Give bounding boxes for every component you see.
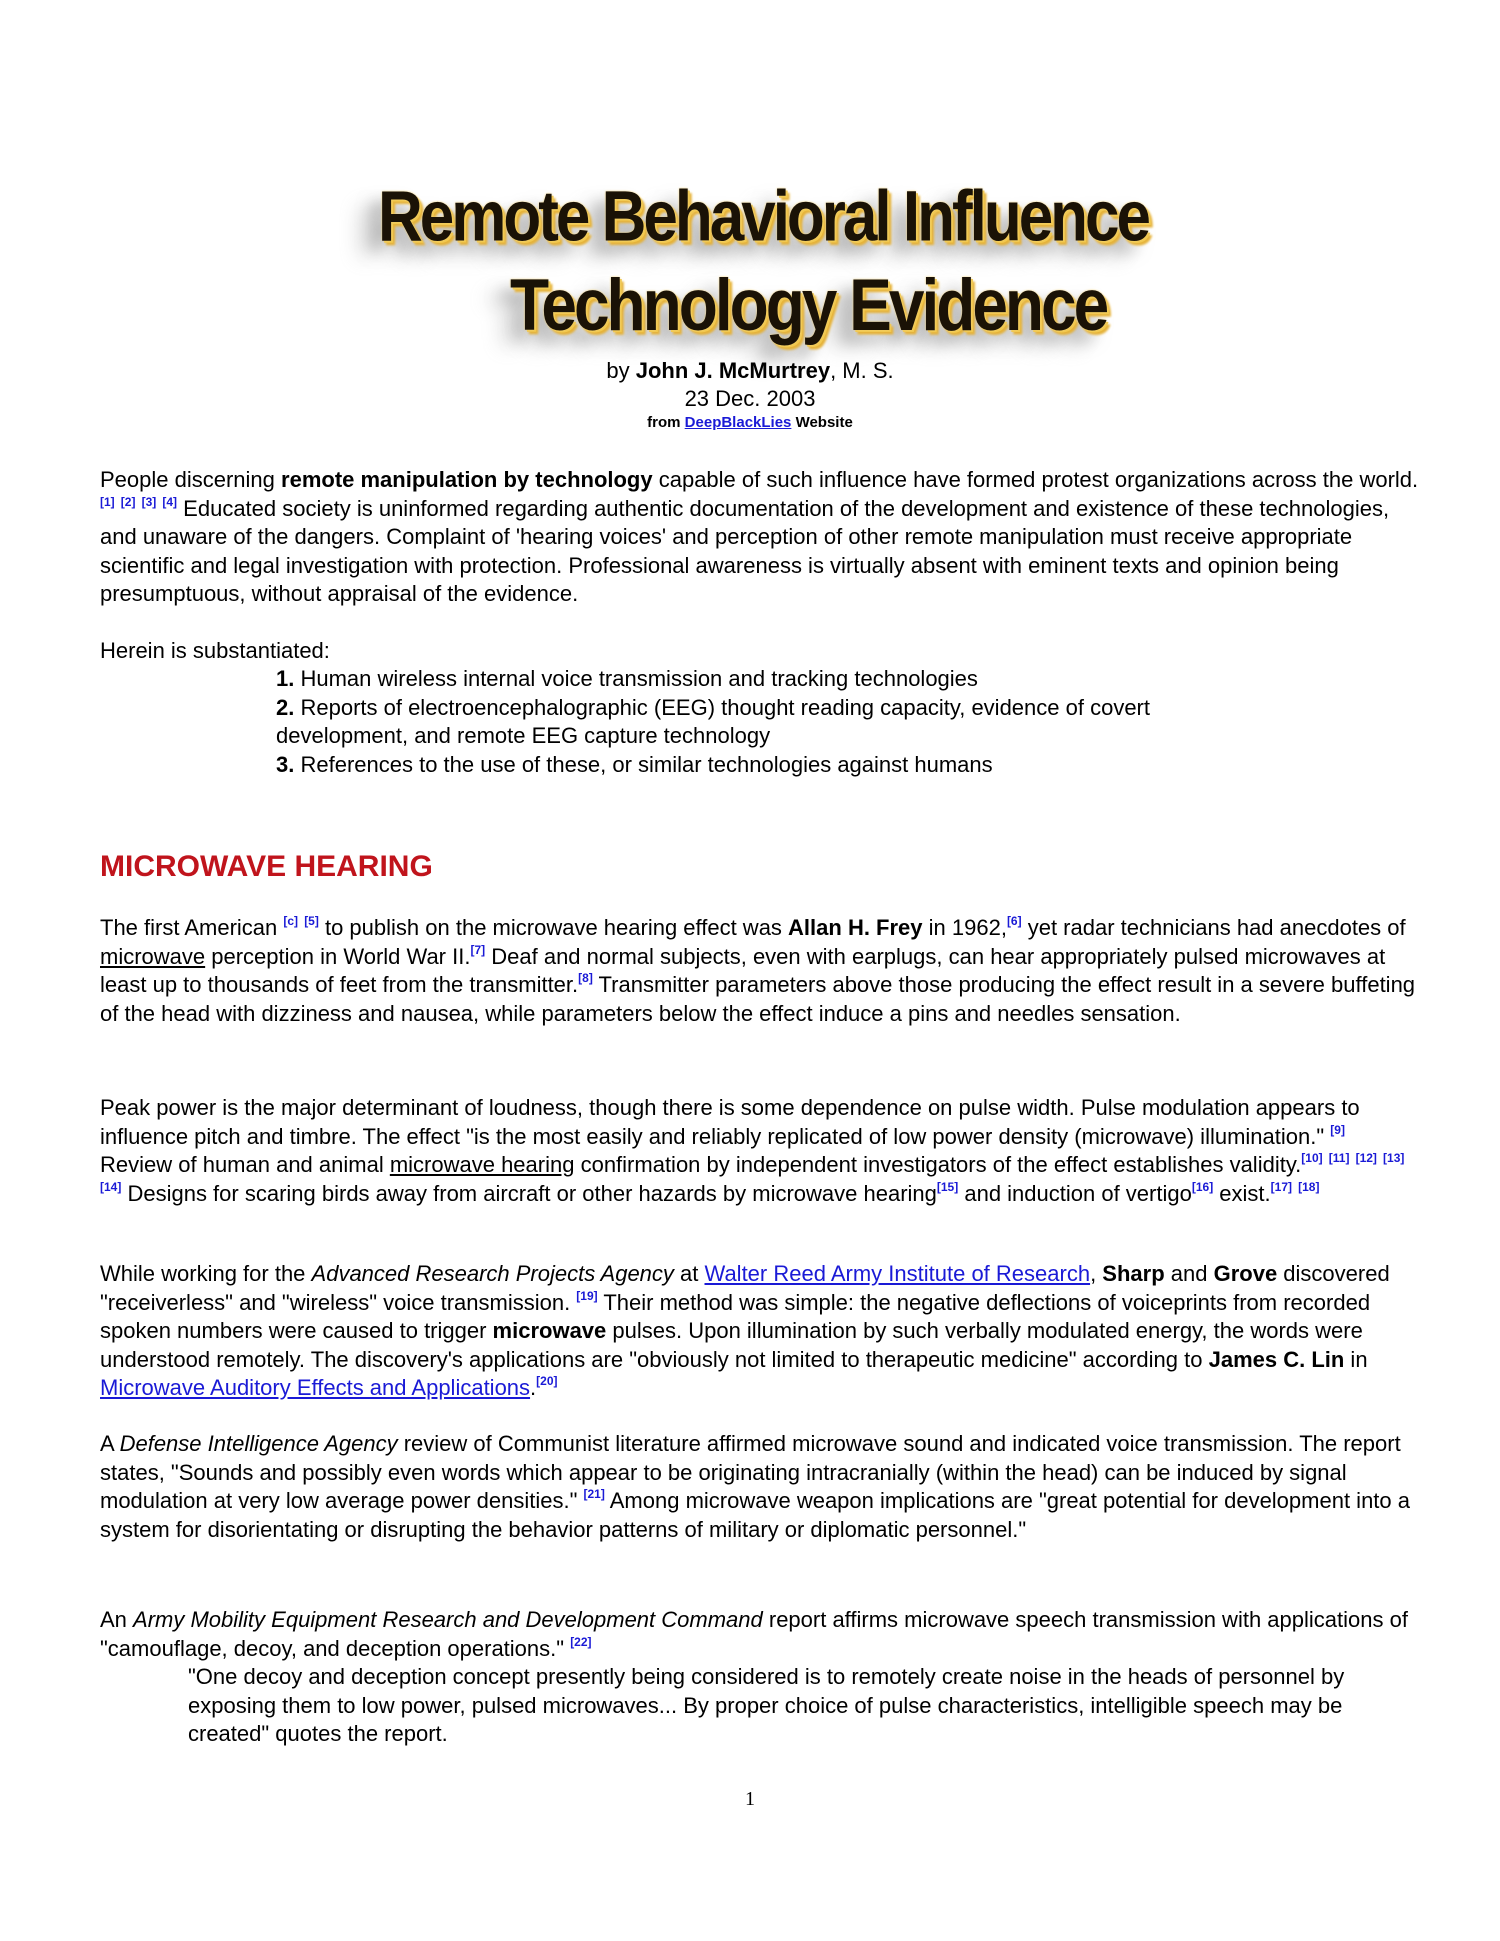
paragraph-dia: A Defense Intelligence Agency review of Communist literature affirmed microwave sound and indicated voice transmission. The report states, "Sounds and possibly even words which appear to be originating intracranially (within the head) can be induced by signal modulation at very low average power densities." [21] Among microwave weapon implications are "great potential for development into a system for disorientating or disrupting the behavior patterns of military or diplomatic personnel." <box>100 1431 1410 1542</box>
footnote-ref[interactable]: [17] <box>1270 1179 1292 1194</box>
footnote-ref[interactable]: [22] <box>570 1634 592 1649</box>
footnote-ref[interactable]: [5] <box>304 914 319 928</box>
footnote-ref[interactable]: [7] <box>470 942 486 957</box>
paragraph-sharp-grove: While working for the Advanced Research Projects Agency at Walter Reed Army Institute of Research, Sharp and Grove discovered "receiverless" and "wireless" voice transmission. [19] Their method was simple: the negative deflections of voiceprints from recorded spoken numbers were caused to trigger microwave pulses. Upon illumination by such verbally modulated energy, the words were understood remotely. The discovery's applications are "obviously not limited to therapeutic medicine" according to James C. Lin in Microwave Auditory Effects and Applications.[20] <box>100 1261 1390 1400</box>
footnote-ref[interactable]: [8] <box>578 971 593 985</box>
footnote-ref[interactable]: [9] <box>1330 1122 1345 1137</box>
source-link[interactable]: DeepBlackLies <box>684 414 792 431</box>
byline-prefix: by <box>606 358 636 383</box>
source-suffix: Website <box>791 414 853 431</box>
title-line-2: Technology Evidence <box>510 263 1107 346</box>
intro-paragraph: People discerning remote manipulation by technology capable of such influence have formed protest organizations across the world.[1] [2] [3] [4] Educated society is uninformed regarding authentic documentation of the development and existence of these technologies, and unaware of the dangers. Complaint of 'hearing voices' and perception of other remote manipulation must receive appropriate scientific and legal investigation with protection. Professional awareness is virtually absent with eminent texts and opinion being presumptuous, without appraisal of the evidence. <box>100 467 1419 606</box>
list-item: 3. References to the use of these, or similar technologies against humans <box>276 751 993 777</box>
page-number: 1 <box>745 1788 755 1810</box>
byline-source <box>0 414 1500 431</box>
paragraph-peak-power: Peak power is the major determinant of loudness, though there is some dependence on pulse width. Pulse modulation appears to influence pitch and timbre. The effect "is the most easily and reliably replicated of low power density (microwave) illumination." [9] Review of human and animal microwave hearing confirmation by independent investigators of the effect establishes validity.[10] [11] [12] [13] [14] Designs for scaring birds away from aircraft or other hazards by microwave hearing[15] and induction of vertigo[16] exist.[17] [18] <box>100 1095 1405 1206</box>
source-prefix: from <box>647 414 685 431</box>
author-name: John J. McMurtrey <box>635 358 831 383</box>
footnote-ref[interactable]: [3] <box>141 494 157 509</box>
byline-suffix: , M. S. <box>830 358 894 383</box>
intro-bold-phrase: remote manipulation by technology <box>281 467 653 492</box>
title-line-1: Remote Behavioral Influence <box>378 177 1149 257</box>
title-banner-image <box>330 170 1190 360</box>
footnote-ref[interactable]: [16] <box>1191 1179 1214 1194</box>
paragraph-army: An Army Mobility Equipment Research and Development Command report affirms microwave speech transmission with applications of "camouflage, decoy, and deception operations." [22] <box>100 1607 1408 1661</box>
footnote-ref[interactable]: [2] <box>120 494 136 509</box>
footnote-ref[interactable]: [19] <box>576 1288 598 1303</box>
footnote-ref[interactable]: [11] <box>1328 1151 1350 1165</box>
footnote-ref[interactable]: [6] <box>1006 914 1022 928</box>
footnote-ref[interactable]: [15] <box>936 1179 959 1194</box>
footnote-ref[interactable]: [20] <box>536 1374 558 1388</box>
walter-reed-link[interactable]: Walter Reed Army Institute of Research <box>704 1261 1091 1286</box>
footnote-ref[interactable]: [13] <box>1383 1151 1405 1165</box>
byline-date: 23 Dec. 2003 <box>684 386 816 411</box>
footnote-ref[interactable]: [14] <box>100 1179 122 1194</box>
block-quote: "One decoy and deception concept presently being considered is to remotely create noise in the heads of personnel by exposing them to low power, pulsed microwaves... By proper choice of pulse characteristics, intelligible speech may be created" quotes the report. <box>188 1664 1345 1746</box>
footnote-ref[interactable]: [12] <box>1355 1151 1377 1165</box>
footnote-ref[interactable]: [4] <box>162 494 178 509</box>
section-heading: MICROWAVE HEARING <box>100 850 433 883</box>
footnote-ref[interactable]: [1] <box>100 494 115 509</box>
microwave-auditory-link[interactable]: Microwave Auditory Effects and Applications <box>100 1375 531 1400</box>
footnote-ref[interactable]: [c] <box>283 914 299 928</box>
footnote-ref[interactable]: [18] <box>1298 1179 1320 1194</box>
herein-label: Herein is substantiated: <box>100 638 330 663</box>
footnote-ref[interactable]: [10] <box>1301 1151 1323 1165</box>
footnote-ref[interactable]: [21] <box>583 1487 605 1501</box>
list-item: 2. Reports of electroencephalographic (EEG) thought reading capacity, evidence of covert development, and remote EEG capture technology <box>276 694 1150 748</box>
byline-author <box>0 358 1500 384</box>
paragraph-frey: The first American [c] [5] to publish on the microwave hearing effect was Allan H. Frey in 1962,[6] yet radar technicians had anecdotes of microwave perception in World War II.[7] Deaf and normal subjects, even with earplugs, can hear appropriately pulsed microwaves at least up to thousands of feet from the transmitter.[8] Transmitter parameters above those producing the effect result in a severe buffeting of the head with dizziness and nausea, while parameters below the effect induce a pins and needles sensation. <box>100 914 1416 1026</box>
substantiated-list <box>276 665 1276 779</box>
list-item: 1. Human wireless internal voice transmission and tracking technologies <box>276 666 978 691</box>
